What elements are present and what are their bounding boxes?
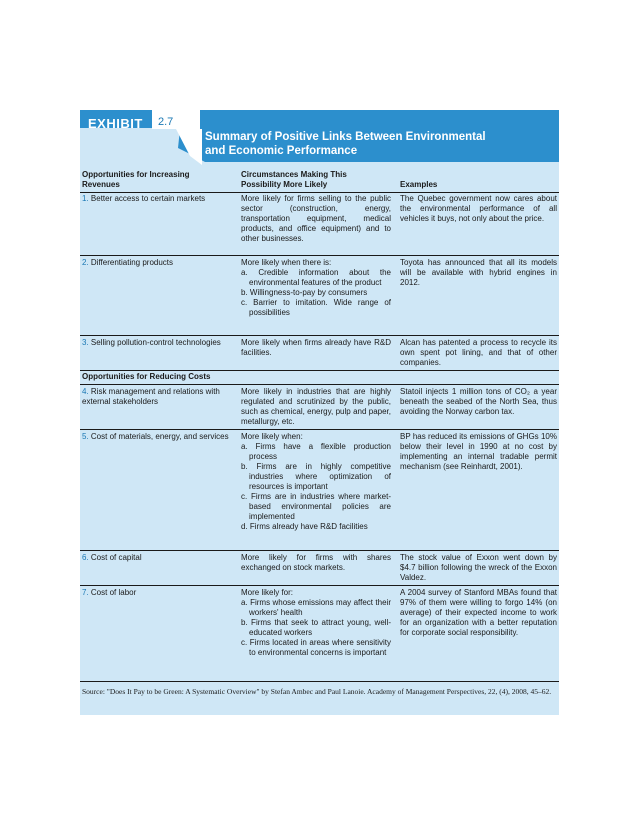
title-line-1: Summary of Positive Links Between Environmental <box>205 131 486 143</box>
row-number: 7. <box>82 588 91 597</box>
example-cell: Toyota has announced that all its models will be available with hybrid engines in 2012. <box>400 258 557 287</box>
row-divider <box>80 335 559 336</box>
example-cell: A 2004 survey of Stanford MBAs found that 97% of them were willing to forgo 14% (on average) of their expected income to work for an organization with a better reputation for corporate social responsibility. <box>400 588 557 637</box>
circumstance-line: a. Firms whose emissions may affect their workers' health <box>241 598 391 617</box>
row-number: 3. <box>82 338 91 347</box>
circumstance-line: d. Firms already have R&D facilities <box>241 522 368 531</box>
circumstance-line: More likely for firms with shares exchanged on stock markets. <box>241 553 391 572</box>
opportunity-cell <box>82 194 232 204</box>
circumstance-line: More likely when firms already have R&D facilities. <box>241 338 391 357</box>
row-divider <box>80 429 559 430</box>
circumstance-line: b. Firms that seek to attract young, well-educated workers <box>241 618 391 637</box>
row-divider <box>80 384 559 385</box>
opportunity-cell <box>82 588 232 598</box>
example-cell: The Quebec government now cares about the environmental performance of all vehicles it buys, not only about the price. <box>400 194 557 223</box>
header-rule <box>80 192 559 193</box>
circumstance-line: b. Firms are in highly competitive industries where optimization of resources is important <box>241 462 391 491</box>
opportunity-label: Better access to certain markets <box>90 194 206 203</box>
column-header-opportunities: Opportunities for Increasing Revenues <box>82 170 190 189</box>
circumstance-line: More likely when there is: <box>241 258 332 267</box>
section-heading-reducing-costs: Opportunities for Reducing Costs <box>82 372 211 381</box>
example-cell: BP has reduced its emissions of GHGs 10% below their level in 1990 at no cost by implementing an internal tradable permit mechanism (see Reinhardt, 2001). <box>400 432 557 471</box>
row-divider <box>80 550 559 551</box>
row-number: 2. <box>82 258 91 267</box>
opportunity-label: Cost of materials, energy, and services <box>90 432 229 441</box>
exhibit-label: EXHIBIT <box>88 116 143 131</box>
opportunity-label: Cost of capital <box>90 553 142 562</box>
row-divider <box>80 585 559 586</box>
circumstance-cell <box>241 432 391 532</box>
circumstance-cell <box>241 258 391 318</box>
table-bottom-rule <box>80 681 559 682</box>
opportunity-label: Risk management and relations with external stakeholders <box>82 387 220 406</box>
source-citation: Source: "Does It Pay to be Green: A Systematic Overview" by Stefan Ambec and Paul Lanoie. Academy of Management Perspectives, 22, (4), 2008, 45–62. <box>82 687 552 696</box>
exhibit-panel <box>80 110 559 715</box>
circumstance-line: c. Firms located in areas where sensitivity to environmental concerns is important <box>241 638 391 657</box>
circumstance-cell <box>241 387 391 427</box>
exhibit-title <box>205 130 486 158</box>
opportunity-label: Differentiating products <box>90 258 174 267</box>
opportunity-label: Cost of labor <box>90 588 137 597</box>
column-header-circumstances: Circumstances Making This Possibility More Likely <box>241 170 347 189</box>
circumstance-line: c. Firms are in industries where market-based environmental policies are implemented <box>241 492 391 521</box>
row-number: 4. <box>82 387 91 396</box>
circumstance-line: b. Willingness-to-pay by consumers <box>241 288 368 297</box>
circumstance-line: More likely for firms selling to the public sector (construction, energy, transportation equipment, medical products, and office equipment) and to other businesses. <box>241 194 391 243</box>
example-cell: Statoil injects 1 million tons of CO₂ a year beneath the seabed of the North Sea, thus avoiding the Norway carbon tax. <box>400 387 557 416</box>
circumstance-line: a. Credible information about the environmental features of the product <box>241 268 391 287</box>
opportunity-cell <box>82 553 232 563</box>
opportunity-cell <box>82 338 232 348</box>
row-divider <box>80 370 559 371</box>
row-divider <box>80 255 559 256</box>
circumstance-cell <box>241 553 391 573</box>
opportunity-cell <box>82 387 232 407</box>
circumstance-line: a. Firms have a flexible production process <box>241 442 391 461</box>
example-cell: Alcan has patented a process to recycle its own spent pot lining, and that of other companies. <box>400 338 557 367</box>
column-header-examples: Examples <box>400 180 438 189</box>
circumstance-cell <box>241 194 391 244</box>
exhibit-number: 2.7 <box>158 116 174 128</box>
row-number: 5. <box>82 432 91 441</box>
circumstance-cell <box>241 588 391 658</box>
circumstance-line: c. Barrier to imitation. Wide range of possibilities <box>241 298 391 317</box>
title-line-2: and Economic Performance <box>205 145 358 157</box>
circumstance-line: More likely in industries that are highly regulated and scrutinized by the public, such as chemical, energy, pulp and paper, metallurgy, etc. <box>241 387 391 426</box>
circumstance-line: More likely when: <box>241 432 303 441</box>
opportunity-label: Selling pollution-control technologies <box>90 338 221 347</box>
row-number: 1. <box>82 194 91 203</box>
example-cell: The stock value of Exxon went down by $4.7 billion following the wreck of the Exxon Valdez. <box>400 553 557 582</box>
exhibit-header <box>80 110 559 166</box>
circumstance-line: More likely for: <box>241 588 294 597</box>
opportunity-cell <box>82 258 232 268</box>
circumstance-cell <box>241 338 391 358</box>
opportunity-cell <box>82 432 232 442</box>
row-number: 6. <box>82 553 91 562</box>
